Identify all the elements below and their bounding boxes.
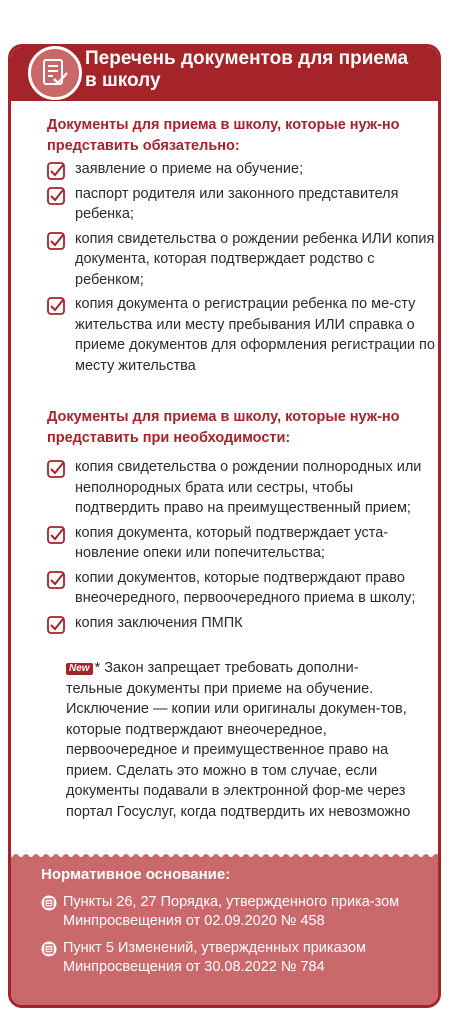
list-item <box>47 294 437 376</box>
footer-wave-edge <box>11 849 438 859</box>
footnote-text: * Закон запрещает требовать дополни-тельные документы при приеме на обучение. Исключение — копии или оригиналы докумен-тов, которые подтверждают внеочередное, первоочередное и преимущественное право на прием. Сделать это можно в том случае, если документы подавали в электронной фор-ме через портал Госуслуг, когда подтвердить их невозможно <box>66 660 411 820</box>
legal-basis-item <box>41 939 438 977</box>
list-item-text: копии документов, которые подтверждают право внеочередного, первоочередного приема в школу; <box>75 569 416 606</box>
list-item-text: копия документа о регистрации ребенка по ме-сту жительства или месту пребывания ИЛИ справка о приеме документов для оформления регистрации по месту жительства <box>75 296 435 374</box>
footnote <box>66 658 411 822</box>
list-item-text: копия документа, который подтверждает уста-новление опеки или попечительства; <box>75 524 389 561</box>
footer-title: Нормативное основание: <box>41 866 231 883</box>
section-heading-required: Документы для приема в школу, которые нуж-но представить обязательно: <box>47 117 400 154</box>
legal-basis-item <box>41 893 438 931</box>
checkbox-checked-icon <box>47 571 65 589</box>
list-item <box>47 457 437 519</box>
legal-basis-text: Пункт 5 Изменений, утвержденных приказом Минпросвещения от 30.08.2022 № 784 <box>63 940 366 975</box>
list-item-text: паспорт родителя или законного представителя ребенка; <box>75 185 399 222</box>
list-item <box>47 229 437 291</box>
legal-basis-text: Пункты 26, 27 Порядка, утвержденного прика-зом Минпросвещения от 02.09.2020 № 458 <box>63 894 400 929</box>
document-card <box>8 44 441 1008</box>
checkbox-checked-icon <box>47 162 65 180</box>
checkbox-checked-icon <box>47 232 65 250</box>
list-item-text: копия свидетельства о рождении полнородных или неполнородных брата или сестры, чтобы подтвердить право на преимущественный прием; <box>75 459 422 516</box>
list-item-text: заявление о приеме на обучение; <box>75 161 304 177</box>
list-item-text: копия заключения ПМПК <box>75 614 243 631</box>
required-documents-list <box>47 159 437 380</box>
list-item <box>47 568 437 609</box>
section-heading-optional: Документы для приема в школу, которые нуж-но представить при необходимости: <box>47 409 400 446</box>
list-item-text: копия свидетельства о рождении ребенка ИЛИ копия документа, которая подтверждает родство с ребенком; <box>75 230 435 288</box>
list-item <box>47 184 437 225</box>
new-badge: New <box>66 663 93 675</box>
checkbox-checked-icon <box>47 526 65 544</box>
document-stamp-icon <box>41 895 57 911</box>
list-item <box>47 523 437 564</box>
optional-documents-list <box>47 457 437 637</box>
list-item <box>47 159 437 180</box>
document-stamp-icon <box>41 941 57 957</box>
list-item <box>47 613 437 634</box>
legal-basis-footer <box>11 857 438 1005</box>
checkbox-checked-icon <box>47 460 65 478</box>
checkbox-checked-icon <box>47 187 65 205</box>
checkbox-checked-icon <box>47 616 65 634</box>
document-checklist-icon <box>28 46 82 100</box>
checkbox-checked-icon <box>47 297 65 315</box>
page-title: Перечень документов для приема в школу <box>85 48 409 91</box>
